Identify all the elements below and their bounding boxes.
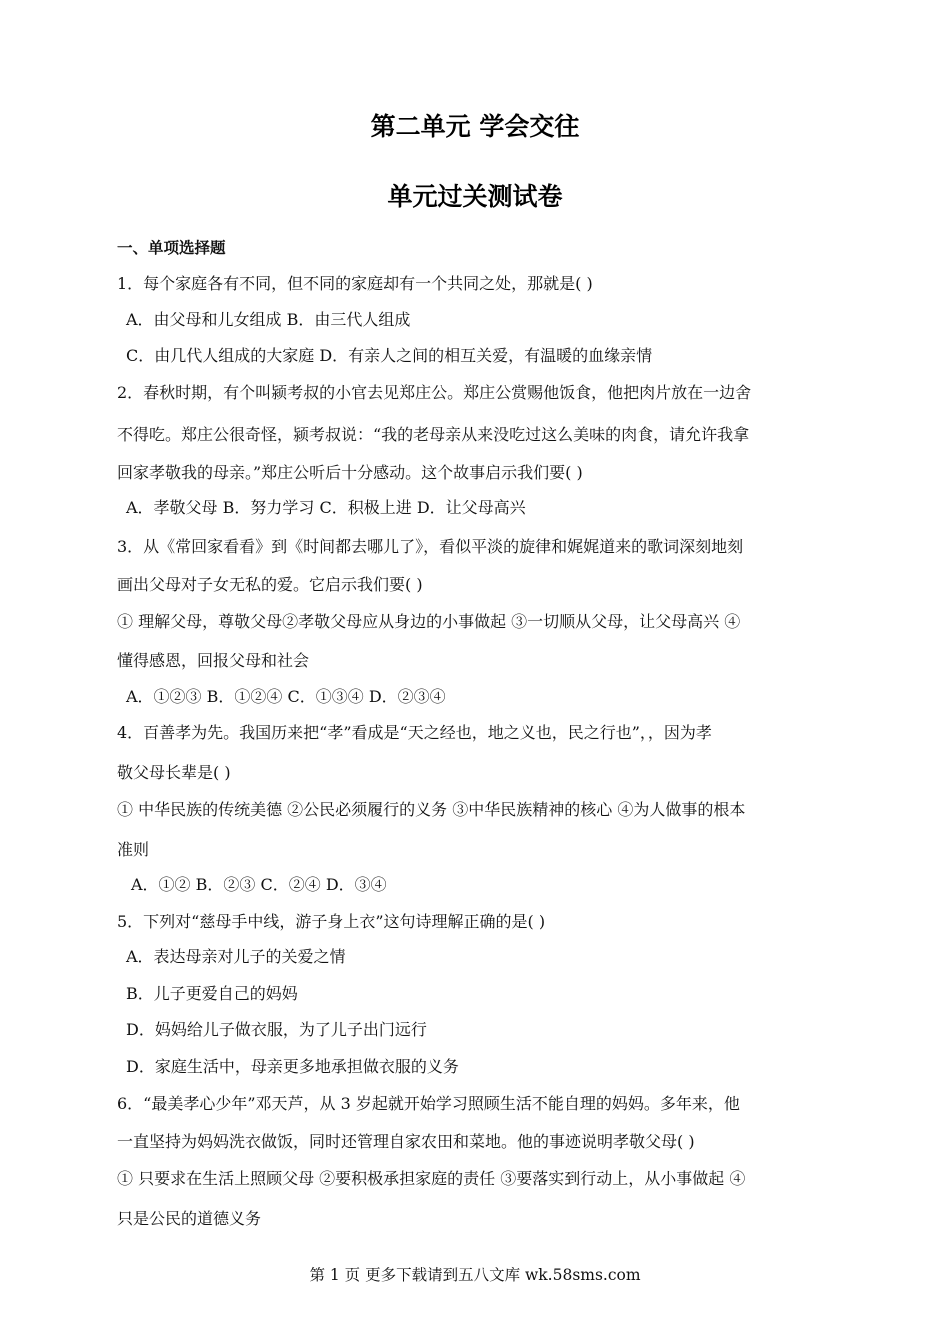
page-title: 第二单元 学会交往 [370,112,580,141]
question-3-options: A．①②③ B．①②④ C．①③④ D．②③④ [126,687,446,706]
page-footer: 第 1 页 更多下载请到五八文库 wk.58sms.com [309,1266,641,1284]
question-4-line-2: 敬父母长辈是( ) [117,763,231,782]
question-4-statements-1: ① 中华民族的传统美德 ②公民必须履行的义务 ③中华民族精神的核心 ④为人做事的根本 [117,800,746,819]
question-3-line-2: 画出父母对子女无私的爱。它启示我们要( ) [117,575,423,594]
question-4-statements-2: 准则 [117,840,150,859]
page-subtitle: 单元过关测试卷 [387,182,563,211]
question-2-line-2: 不得吃。郑庄公很奇怪，颍考叔说：“我的老母亲从来没吃过这么美味的肉食，请允许我拿 [117,425,750,444]
question-5-option-c: D．妈妈给儿子做衣服，为了儿子出门远行 [126,1020,427,1039]
question-6-statements-2: 只是公民的道德义务 [117,1209,262,1228]
question-6-line-2: 一直坚持为妈妈洗衣做饭，同时还管理自家农田和菜地。他的事迹说明孝敬父母( ) [117,1132,695,1151]
question-3-statements-1: ① 理解父母，尊敬父母②孝敬父母应从身边的小事做起 ③一切顺从父母，让父母高兴 ④ [117,612,741,631]
question-6-statements-1: ① 只要求在生活上照顾父母 ②要积极承担家庭的责任 ③要落实到行动上，从小事做起 ④ [117,1169,746,1188]
question-4-options: A．①② B．②③ C．②④ D．③④ [131,875,387,894]
question-4-line-1: 4．百善孝为先。我国历来把“孝”看成是“天之经也，地之义也，民之行也”，，因为孝 [117,723,712,742]
question-2-options: A．孝敬父母 B．努力学习 C．积极上进 D．让父母高兴 [126,498,526,517]
question-5-option-d: D．家庭生活中，母亲更多地承担做衣服的义务 [126,1057,459,1076]
question-2-line-3: 回家孝敬我的母亲。”郑庄公听后十分感动。这个故事启示我们要( ) [117,463,583,482]
question-5-option-b: B．儿子更爱自己的妈妈 [126,984,298,1003]
question-6-line-1: 6．“最美孝心少年”邓天芦，从 3 岁起就开始学习照顾生活不能自理的妈妈。多年来，他 [117,1094,740,1113]
question-3-statements-2: 懂得感恩，回报父母和社会 [117,651,310,670]
question-1: 1．每个家庭各有不同，但不同的家庭却有一个共同之处，那就是( ) [117,274,593,293]
question-1-options-cd: C．由几代人组成的大家庭 D．有亲人之间的相互关爱，有温暖的血缘亲情 [126,346,653,365]
question-5-option-a: A．表达母亲对儿子的关爱之情 [126,947,346,966]
question-1-options-ab: A．由父母和儿女组成 B．由三代人组成 [126,310,411,329]
question-5-line-1: 5．下列对“慈母手中线，游子身上衣”这句诗理解正确的是( ) [117,912,546,931]
section-heading: 一、单项选择题 [117,239,226,257]
question-2-line-1: 2．春秋时期，有个叫颍考叔的小官去见郑庄公。郑庄公赏赐他饭食，他把肉片放在一边舍 [117,383,752,402]
question-3-line-1: 3．从《常回家看看》到《时间都去哪儿了》，看似平淡的旋律和娓娓道来的歌词深刻地刻 [117,537,744,556]
